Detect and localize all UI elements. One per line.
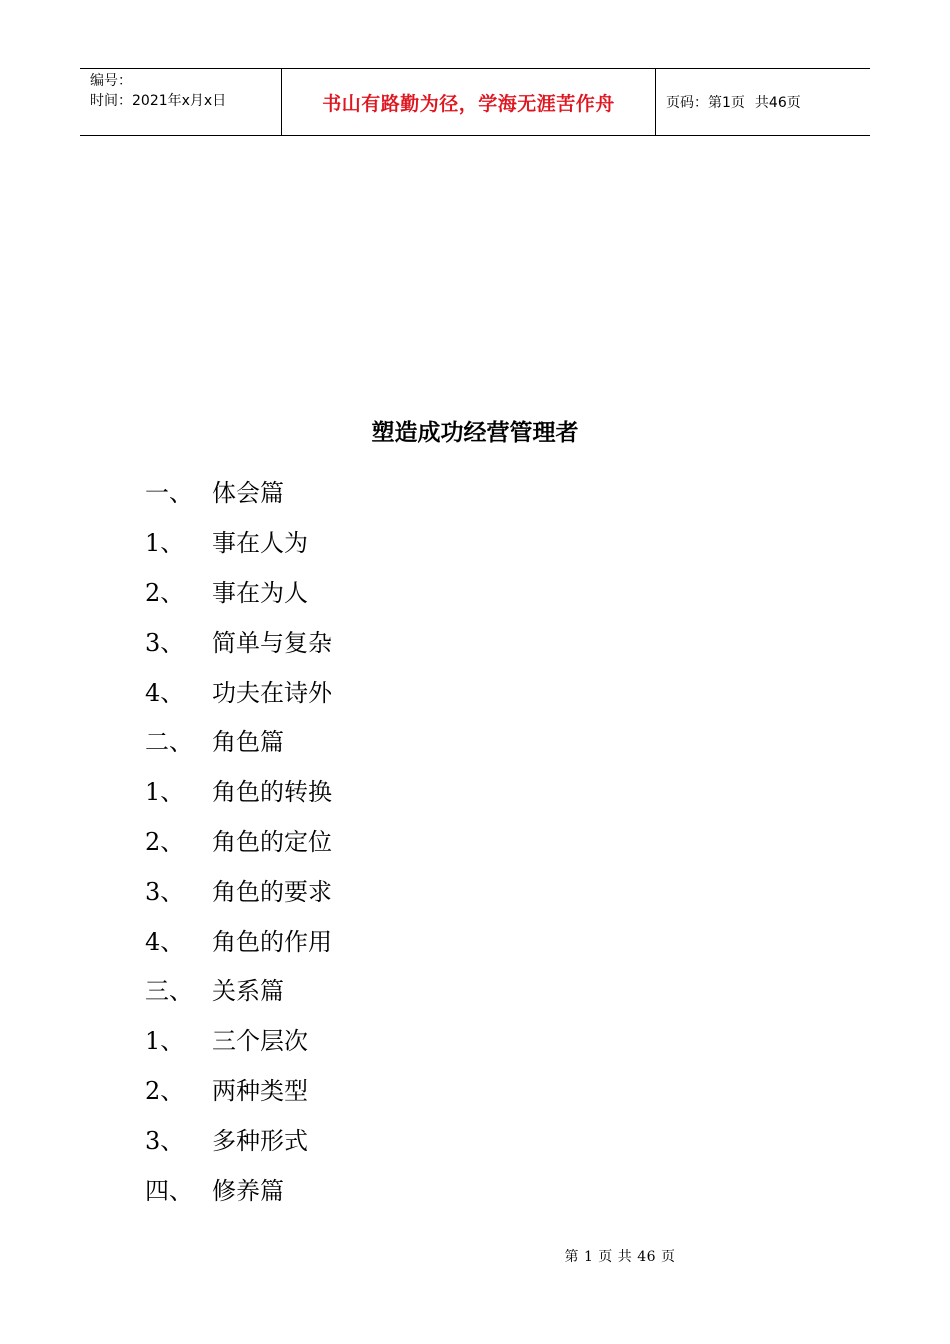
outline-item <box>145 1163 332 1213</box>
outline-item-number: 3、 <box>145 877 185 906</box>
outline-item-text: 修养篇 <box>212 1176 284 1205</box>
outline-item-text: 事在为人 <box>212 578 308 607</box>
page-header <box>80 68 870 136</box>
outline-item-number: 1、 <box>145 778 185 807</box>
outline-item-text: 角色篇 <box>212 728 284 757</box>
outline-item-text: 角色的要求 <box>212 877 332 906</box>
outline-item-number: 2、 <box>145 827 185 856</box>
header-motto-cell <box>282 69 656 135</box>
header-page-cell <box>656 69 870 135</box>
outline-item <box>145 914 332 964</box>
outline-item <box>145 864 332 914</box>
time-label: 时间：2021年x月x日 <box>90 93 227 109</box>
motto-text: 书山有路勤为径，学海无涯苦作舟 <box>322 92 615 115</box>
outline-item <box>145 615 332 665</box>
outline-item-number: 4、 <box>145 678 185 707</box>
outline-item-text: 角色的作用 <box>212 927 332 956</box>
outline-item-number: 1、 <box>145 529 185 558</box>
outline-item-text: 简单与复杂 <box>212 628 332 657</box>
outline-item <box>145 815 332 865</box>
outline-item-number: 二、 <box>145 728 193 757</box>
outline-item <box>145 765 332 815</box>
outline-item-number: 四、 <box>145 1176 193 1205</box>
outline-item-text: 两种类型 <box>212 1076 308 1105</box>
outline-item-text: 功夫在诗外 <box>212 678 332 707</box>
outline-item <box>145 516 332 566</box>
outline-item-text: 体会篇 <box>212 479 284 508</box>
outline-item-number: 2、 <box>145 1076 185 1105</box>
outline-item <box>145 1064 332 1114</box>
outline-item-text: 多种形式 <box>212 1126 308 1155</box>
header-meta-cell <box>80 69 282 135</box>
outline-item <box>145 715 332 765</box>
outline-item <box>145 466 332 516</box>
outline-item-number: 三、 <box>145 977 193 1006</box>
outline-item <box>145 1113 332 1163</box>
outline-list <box>145 466 332 1213</box>
outline-item-number: 3、 <box>145 628 185 657</box>
outline-item-text: 关系篇 <box>212 977 284 1006</box>
outline-item-number: 2、 <box>145 578 185 607</box>
outline-item <box>145 964 332 1014</box>
outline-item-number: 3、 <box>145 1126 185 1155</box>
outline-item <box>145 566 332 616</box>
outline-item-number: 1、 <box>145 1027 185 1056</box>
total-pages-label: 共46页 <box>754 95 801 111</box>
outline-item-text: 角色的定位 <box>212 827 332 856</box>
code-label: 编号： <box>90 73 132 89</box>
outline-item-text: 角色的转换 <box>212 778 332 807</box>
outline-item <box>145 1014 332 1064</box>
outline-item-number: 一、 <box>145 479 193 508</box>
outline-item-number: 4、 <box>145 927 185 956</box>
outline-item-text: 事在人为 <box>212 529 308 558</box>
page-footer <box>0 1246 950 1266</box>
outline-item-text: 三个层次 <box>212 1027 308 1056</box>
outline-item <box>145 665 332 715</box>
footer-page-number: 第 1 页 共 46 页 <box>564 1249 676 1265</box>
page-number-label: 页码：第1页 <box>666 95 745 111</box>
document-title: 塑造成功经营管理者 <box>371 419 579 446</box>
